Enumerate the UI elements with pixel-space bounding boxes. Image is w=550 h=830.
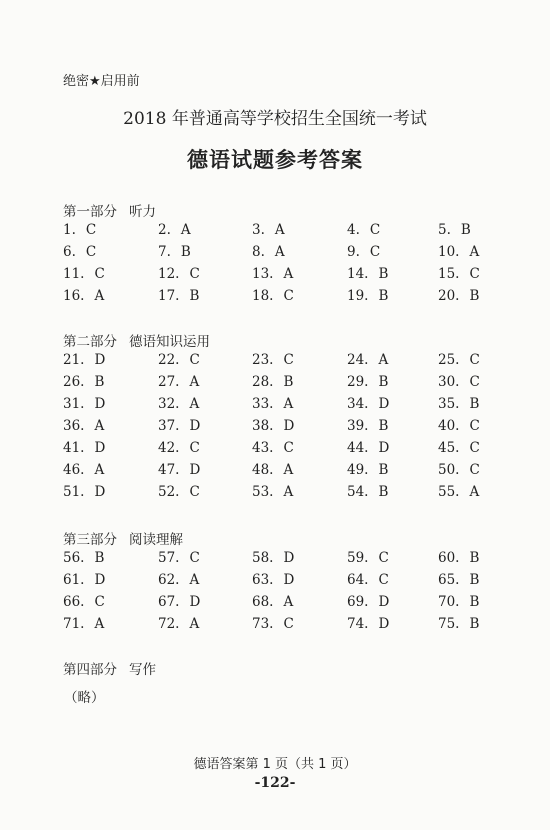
question-number: 45.	[438, 440, 460, 456]
answer-item	[347, 616, 389, 632]
answer-letter: C	[283, 440, 294, 456]
answer-item	[347, 550, 389, 566]
question-number: 19.	[347, 288, 369, 304]
answer-item	[438, 352, 480, 368]
answer-letter: A	[94, 418, 105, 434]
answer-letter: B	[94, 374, 105, 390]
answer-item	[63, 288, 104, 304]
answer-row	[0, 616, 550, 636]
answer-item	[347, 244, 380, 260]
answer-letter: C	[189, 550, 200, 566]
answer-item	[252, 222, 285, 238]
answer-letter: C	[189, 352, 200, 368]
answer-letter: C	[378, 572, 389, 588]
answer-item	[438, 374, 480, 390]
question-number: 7.	[158, 244, 171, 260]
answer-item	[347, 462, 388, 478]
question-number: 72.	[158, 616, 180, 632]
answer-letter: B	[469, 396, 480, 412]
answer-letter: D	[283, 550, 295, 566]
question-number: 58.	[252, 550, 274, 566]
answer-letter: B	[469, 550, 480, 566]
answer-letter: C	[469, 374, 480, 390]
answer-item	[252, 572, 294, 588]
question-number: 29.	[347, 374, 369, 390]
answer-letter: A	[274, 222, 285, 238]
question-number: 24.	[347, 352, 369, 368]
question-number: 17.	[158, 288, 180, 304]
answer-item	[158, 550, 200, 566]
answer-item	[63, 550, 104, 566]
question-number: 13.	[252, 266, 274, 282]
answer-letter: A	[189, 572, 200, 588]
question-number: 67.	[158, 594, 180, 610]
answer-letter: B	[469, 616, 480, 632]
answer-row	[0, 266, 550, 286]
question-number: 32.	[158, 396, 180, 412]
question-number: 59.	[347, 550, 369, 566]
answer-item	[438, 288, 479, 304]
answer-letter: C	[369, 244, 381, 260]
writing-omitted-note: （略）	[64, 690, 105, 706]
question-number: 60.	[438, 550, 460, 566]
answer-item	[158, 462, 200, 478]
answer-item	[347, 374, 388, 390]
answer-letter: D	[94, 572, 106, 588]
question-number: 53.	[252, 484, 274, 500]
question-number: 37.	[158, 418, 180, 434]
answer-item	[252, 288, 294, 304]
question-number: 6.	[63, 244, 76, 260]
answer-item	[158, 266, 200, 282]
answer-item	[158, 572, 199, 588]
answer-item	[252, 396, 293, 412]
question-number: 33.	[252, 396, 274, 412]
answer-row	[0, 550, 550, 570]
question-number: 66.	[63, 594, 85, 610]
question-number: 41.	[63, 440, 85, 456]
question-number: 69.	[347, 594, 369, 610]
answer-letter: A	[189, 374, 200, 390]
question-number: 73.	[252, 616, 274, 632]
answer-item	[158, 418, 200, 434]
question-number: 20.	[438, 288, 460, 304]
answer-letter: D	[189, 462, 201, 478]
answer-letter: D	[94, 396, 106, 412]
answer-letter: D	[94, 440, 106, 456]
section-heading	[63, 658, 156, 678]
answer-letter: C	[378, 550, 389, 566]
answer-item	[63, 396, 105, 412]
answer-row	[0, 440, 550, 460]
question-number: 47.	[158, 462, 180, 478]
question-number: 26.	[63, 374, 85, 390]
answer-item	[252, 374, 293, 390]
answer-item	[63, 244, 96, 260]
section-name: 听力	[129, 204, 156, 220]
question-number: 4.	[347, 222, 360, 238]
question-number: 35.	[438, 396, 460, 412]
question-number: 27.	[158, 374, 180, 390]
answer-item	[438, 266, 480, 282]
question-number: 55.	[438, 484, 460, 500]
answer-letter: C	[469, 462, 480, 478]
section-part-label: 第三部分	[63, 532, 117, 548]
secret-label: 绝密★启用前	[63, 74, 140, 89]
question-number: 74.	[347, 616, 369, 632]
section-heading	[63, 330, 210, 350]
answer-letter: A	[283, 266, 294, 282]
question-number: 54.	[347, 484, 369, 500]
answer-item	[252, 244, 285, 260]
page-number: -122-	[254, 775, 296, 791]
answer-item	[63, 484, 105, 500]
answer-letter: A	[94, 288, 105, 304]
question-number: 18.	[252, 288, 274, 304]
answer-row	[0, 396, 550, 416]
answer-letter: B	[180, 244, 191, 260]
question-number: 46.	[63, 462, 85, 478]
answer-letter: B	[378, 288, 389, 304]
answer-item	[158, 222, 191, 238]
answer-row	[0, 484, 550, 504]
page-footer: 德语答案第 1 页（共 1 页）	[193, 757, 357, 772]
question-number: 31.	[63, 396, 85, 412]
question-number: 71.	[63, 616, 85, 632]
answer-item	[347, 418, 388, 434]
answer-letter: B	[378, 418, 389, 434]
question-number: 10.	[438, 244, 460, 260]
answer-letter: D	[378, 594, 390, 610]
answer-letter: A	[189, 616, 200, 632]
section-heading	[63, 528, 183, 548]
question-number: 44.	[347, 440, 369, 456]
question-number: 36.	[63, 418, 85, 434]
answer-item	[438, 244, 479, 260]
answer-letter: B	[283, 374, 294, 390]
question-number: 12.	[158, 266, 180, 282]
question-number: 63.	[252, 572, 274, 588]
answer-item	[252, 418, 294, 434]
question-number: 15.	[438, 266, 460, 282]
answer-letter: A	[94, 462, 105, 478]
question-number: 57.	[158, 550, 180, 566]
question-number: 49.	[347, 462, 369, 478]
answer-item	[252, 266, 293, 282]
answer-letter: D	[189, 594, 201, 610]
answer-item	[347, 352, 388, 368]
answer-item	[252, 484, 293, 500]
answer-letter: B	[469, 594, 480, 610]
answer-letter: A	[283, 396, 294, 412]
answer-item	[252, 550, 294, 566]
answer-item	[158, 374, 199, 390]
question-number: 21.	[63, 352, 85, 368]
answer-item	[347, 594, 389, 610]
section-name: 阅读理解	[129, 532, 183, 548]
answer-letter: B	[460, 222, 471, 238]
answer-item	[63, 440, 105, 456]
answer-letter: C	[369, 222, 381, 238]
answer-letter: C	[469, 266, 480, 282]
question-number: 42.	[158, 440, 180, 456]
document-title: 德语试题参考答案	[187, 148, 363, 172]
answer-letter: C	[283, 288, 294, 304]
answer-item	[347, 266, 388, 282]
answer-letter: C	[283, 352, 294, 368]
answer-item	[347, 484, 388, 500]
answer-letter: D	[283, 572, 295, 588]
answer-row	[0, 288, 550, 308]
answer-item	[158, 352, 200, 368]
question-number: 48.	[252, 462, 274, 478]
question-number: 9.	[347, 244, 360, 260]
answer-item	[63, 418, 104, 434]
answer-row	[0, 244, 550, 264]
answer-item	[438, 222, 471, 238]
answer-letter: B	[189, 288, 200, 304]
question-number: 2.	[158, 222, 171, 238]
answer-item	[158, 594, 200, 610]
question-number: 34.	[347, 396, 369, 412]
answer-row	[0, 572, 550, 592]
answer-item	[347, 222, 380, 238]
answer-item	[63, 222, 96, 238]
answer-item	[438, 418, 480, 434]
question-number: 75.	[438, 616, 460, 632]
answer-letter: C	[189, 484, 200, 500]
answer-letter: C	[94, 594, 105, 610]
answer-letter: C	[85, 244, 97, 260]
answer-item	[63, 462, 104, 478]
question-number: 64.	[347, 572, 369, 588]
answer-letter: A	[469, 244, 480, 260]
question-number: 1.	[63, 222, 76, 238]
answer-letter: D	[378, 616, 390, 632]
answer-letter: D	[189, 418, 201, 434]
answer-item	[438, 396, 479, 412]
question-number: 25.	[438, 352, 460, 368]
section-name: 德语知识运用	[129, 334, 210, 350]
question-number: 3.	[252, 222, 265, 238]
question-number: 11.	[63, 266, 85, 282]
answer-letter: A	[94, 616, 105, 632]
section-part-label: 第四部分	[63, 662, 117, 678]
answer-row	[0, 462, 550, 482]
question-number: 40.	[438, 418, 460, 434]
answer-item	[252, 462, 293, 478]
question-number: 61.	[63, 572, 85, 588]
question-number: 22.	[158, 352, 180, 368]
answer-row	[0, 374, 550, 394]
exam-title: 2018 年普通高等学校招生全国统一考试	[123, 109, 427, 129]
answer-item	[252, 594, 293, 610]
answer-item	[438, 550, 479, 566]
answer-item	[438, 594, 479, 610]
answer-letter: B	[469, 572, 480, 588]
answer-letter: A	[469, 484, 480, 500]
answer-item	[158, 484, 200, 500]
answer-letter: A	[378, 352, 389, 368]
answer-item	[158, 396, 199, 412]
answer-row	[0, 418, 550, 438]
section-heading	[63, 200, 156, 220]
answer-item	[158, 616, 199, 632]
answer-item	[438, 484, 479, 500]
answer-letter: C	[94, 266, 105, 282]
question-number: 50.	[438, 462, 460, 478]
answer-item	[438, 462, 480, 478]
answer-letter: C	[469, 440, 480, 456]
answer-letter: D	[378, 396, 390, 412]
question-number: 23.	[252, 352, 274, 368]
question-number: 70.	[438, 594, 460, 610]
answer-item	[347, 288, 388, 304]
answer-item	[158, 440, 200, 456]
answer-letter: C	[189, 440, 200, 456]
answer-letter: D	[94, 352, 106, 368]
question-number: 52.	[158, 484, 180, 500]
question-number: 38.	[252, 418, 274, 434]
question-number: 8.	[252, 244, 265, 260]
question-number: 5.	[438, 222, 451, 238]
answer-item	[347, 396, 389, 412]
answer-letter: C	[283, 616, 294, 632]
answer-item	[438, 572, 479, 588]
question-number: 62.	[158, 572, 180, 588]
answer-letter: A	[283, 484, 294, 500]
question-number: 68.	[252, 594, 274, 610]
answer-item	[438, 616, 479, 632]
section-part-label: 第二部分	[63, 334, 117, 350]
question-number: 30.	[438, 374, 460, 390]
answer-item	[252, 352, 294, 368]
answer-row	[0, 222, 550, 242]
question-number: 51.	[63, 484, 85, 500]
answer-letter: D	[378, 440, 390, 456]
answer-letter: C	[189, 266, 200, 282]
answer-letter: A	[189, 396, 200, 412]
answer-letter: B	[94, 550, 105, 566]
answer-item	[158, 288, 199, 304]
answer-item	[63, 594, 105, 610]
answer-item	[63, 266, 105, 282]
answer-item	[63, 352, 105, 368]
question-number: 14.	[347, 266, 369, 282]
answer-letter: A	[283, 462, 294, 478]
answer-letter: A	[274, 244, 285, 260]
answer-item	[158, 244, 191, 260]
answer-letter: B	[378, 266, 389, 282]
answer-letter: A	[283, 594, 294, 610]
answer-letter: C	[85, 222, 97, 238]
answer-item	[252, 440, 294, 456]
question-number: 28.	[252, 374, 274, 390]
section-part-label: 第一部分	[63, 204, 117, 220]
answer-item	[347, 440, 389, 456]
question-number: 16.	[63, 288, 85, 304]
answer-item	[252, 616, 294, 632]
answer-letter: B	[378, 462, 389, 478]
question-number: 65.	[438, 572, 460, 588]
answer-letter: B	[378, 374, 389, 390]
answer-item	[438, 440, 480, 456]
answer-letter: C	[469, 418, 480, 434]
section-name: 写作	[129, 662, 156, 678]
answer-row	[0, 352, 550, 372]
answer-item	[63, 616, 104, 632]
answer-letter: A	[180, 222, 191, 238]
answer-row	[0, 594, 550, 614]
answer-letter: D	[283, 418, 295, 434]
answer-item	[347, 572, 389, 588]
question-number: 43.	[252, 440, 274, 456]
question-number: 56.	[63, 550, 85, 566]
answer-item	[63, 572, 105, 588]
answer-letter: C	[469, 352, 480, 368]
answer-item	[63, 374, 104, 390]
question-number: 39.	[347, 418, 369, 434]
answer-letter: B	[378, 484, 389, 500]
answer-letter: B	[469, 288, 480, 304]
answer-letter: D	[94, 484, 106, 500]
